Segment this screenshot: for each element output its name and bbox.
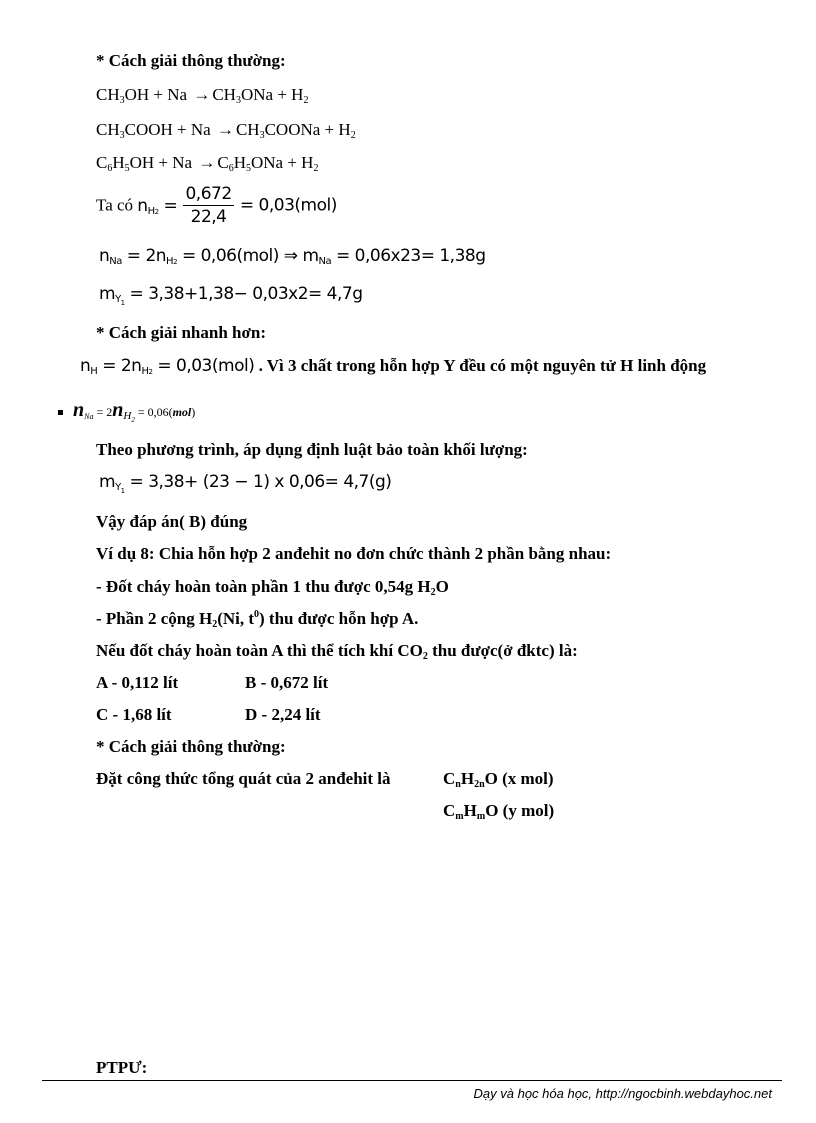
fraction-numerator: 0,672 xyxy=(185,184,232,204)
nh-line: $n_H = 2n_{H2} = 0,03(mol)$ . Vì 3 chất trong hỗn hợp Y đều có một nguyên tử H linh động xyxy=(80,356,707,377)
equation-2: $CH_3COOH + Na$ → $CH_3COONa + H_2$ xyxy=(96,120,356,141)
arrow-icon: → xyxy=(193,85,211,104)
nh2-symbol: $n_{H2}$ = xyxy=(137,195,178,217)
equation-3: $C_6H_5OH + Na \to C_6H_5ONa + H_2$ xyxy=(96,153,319,174)
example-label: Ví dụ 8: xyxy=(96,544,155,563)
eq3-part: ONa + H xyxy=(250,153,314,172)
question-line: Nếu đốt cháy hoàn toàn A thì thể tích khí $CO_2$ thu được(ở đktc) là: xyxy=(96,641,578,662)
eq3-part: OH + Na xyxy=(129,153,197,172)
fraction xyxy=(183,184,233,227)
conclusion-line: Vậy đáp án( B) đúng xyxy=(96,512,248,531)
example-8-line: Ví dụ 8: Chia hỗn hợp 2 anđehit no đơn chức thành 2 phần bằng nhau: xyxy=(96,544,612,563)
eq2-part: CH xyxy=(96,120,120,139)
eq1-part: OH + Na xyxy=(124,85,192,104)
formula-line: Đặt công thức tổng quát của 2 anđehit là xyxy=(96,769,391,788)
heading-normal-solution-2: * Cách giải thông thường: xyxy=(96,737,286,756)
theo-line: Theo phương trình, áp dụng định luật bảo toàn khối lượng: xyxy=(96,440,528,459)
eq3-part: H xyxy=(233,153,246,172)
eq3-part: C xyxy=(217,153,229,172)
heading-normal-text: * Cách giải thông thường: xyxy=(96,51,286,70)
option-a: A - 0,112 lít xyxy=(96,673,179,692)
my1-line: $m_{Y_1} = 3,38+1,38- 0,03x2= 4,7g$ xyxy=(99,284,363,307)
nh-explanation: . Vì 3 chất trong hỗn hợp Y đều có một nguyên tử H linh động xyxy=(254,356,707,375)
option-c: C - 1,68 lít xyxy=(96,705,172,724)
taco-result: = 0,03(mol) xyxy=(239,195,337,216)
eq3-part: H xyxy=(112,153,125,172)
ptpu-label: PTPƯ: xyxy=(96,1058,148,1077)
formula-1: $C_nH_{2n}O$ (x mol) xyxy=(443,769,554,790)
option-d: D - 2,24 lít xyxy=(245,705,321,724)
taco-label: Ta có xyxy=(96,195,138,215)
part1-line: - Đốt cháy hoàn toàn phần 1 thu được 0,54g $H_2O$ xyxy=(96,577,449,598)
taco-line xyxy=(96,184,337,227)
footer-text: Dạy và học hóa học, http://ngocbinh.webdayhoc.net xyxy=(473,1086,772,1101)
option-b: B - 0,672 lít xyxy=(245,673,329,692)
arrow-icon: → xyxy=(216,120,234,139)
eq1-part: ONa + H xyxy=(240,85,304,104)
bullet-icon xyxy=(58,410,63,415)
heading-normal-solution xyxy=(96,51,286,71)
equation-1: $CH_3OH + Na \to CH_3ONa + H_2$ xyxy=(96,85,309,106)
formula-2: $C_mH_mO$ (y mol) xyxy=(443,801,555,822)
eq2-part: COOH + Na xyxy=(124,120,215,139)
eq1-part: CH xyxy=(96,85,120,104)
fraction-denominator: 22,4 xyxy=(190,207,227,227)
eq2-part: COONa + H xyxy=(264,120,351,139)
arrow-icon: → xyxy=(198,153,216,172)
heading-fast-text: * Cách giải nhanh hơn: xyxy=(96,323,267,342)
nna-line: $n_{Na} = 2n_{H2} = 0,06(mol)$ ⇒ $m_{Na} = 0,06x23= 1,38g$ xyxy=(99,246,486,267)
my1b-line: $m_{Y_1} = 3,38+ (23 - 1)$ x 0,06= 4,7(g) xyxy=(99,472,392,495)
footer-rule xyxy=(42,1080,782,1081)
eq2-part: CH xyxy=(235,120,260,139)
heading-fast-solution xyxy=(96,323,266,343)
eq3-part: C xyxy=(96,153,108,172)
eq1-part: CH xyxy=(212,85,236,104)
bullet-line: $n_{Na} = 2n_{H_2} = 0,06(mol)$ xyxy=(58,400,195,422)
part2-line: - Phần 2 cộng $H_2(Ni$, $t^0$) thu được hỗn hợp A. xyxy=(96,609,419,630)
